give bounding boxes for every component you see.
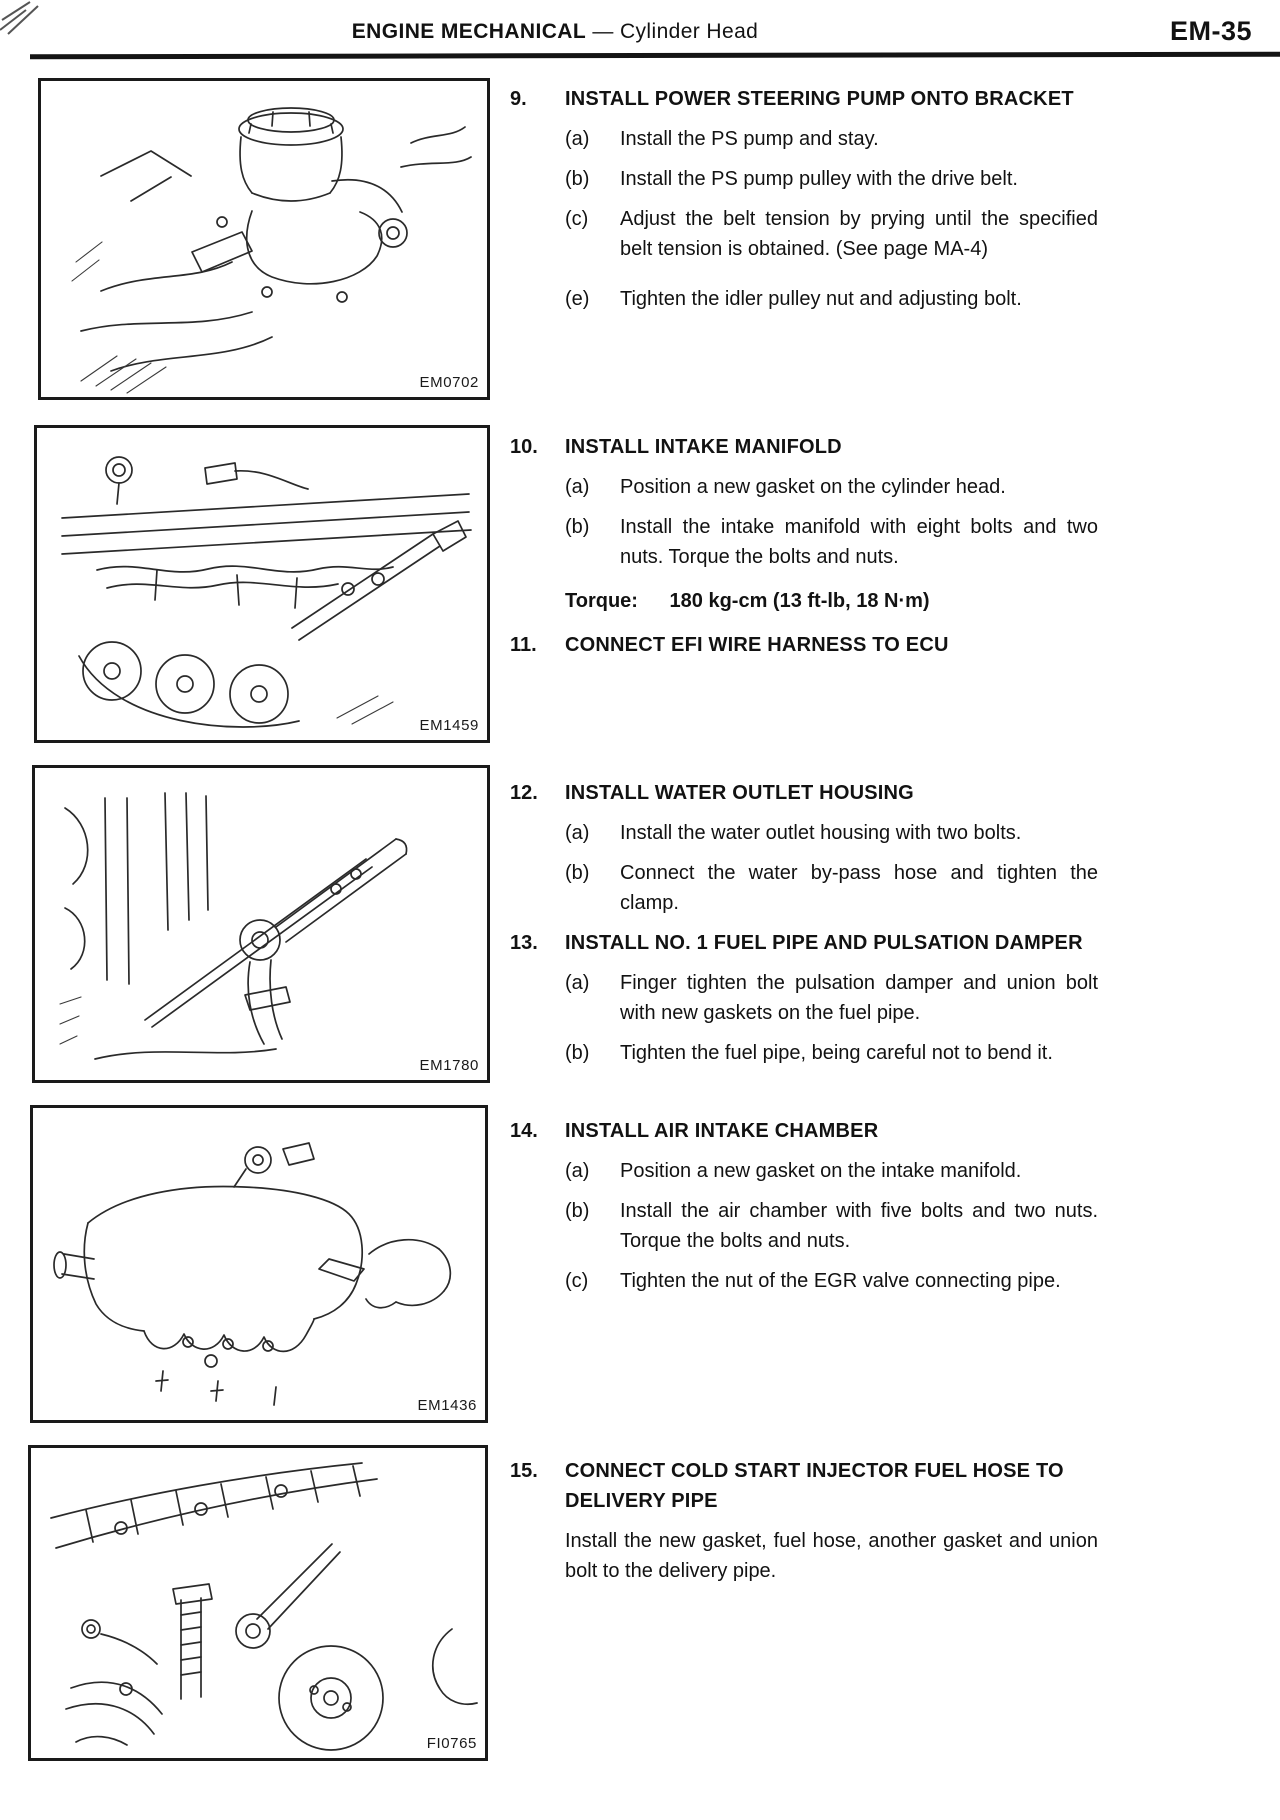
- substep-10b: [565, 512, 1098, 572]
- step-paragraph: Install the new gasket, fuel hose, another gasket and union bolt to the delivery pipe.: [565, 1530, 1098, 1582]
- substep-9b: [565, 164, 1098, 194]
- substep-label: (b): [565, 862, 590, 884]
- substep-label: (a): [565, 476, 590, 498]
- figure-illustration-air-chamber: [33, 1108, 485, 1420]
- header-separator: —: [592, 20, 614, 43]
- substep-text: Adjust the belt tension by prying until the specified belt tension is obtained. (See page MA-4): [620, 208, 1098, 260]
- substep-text: Install the intake manifold with eight bolts and two nuts. Torque the bolts and nuts.: [620, 516, 1098, 568]
- figure-code: EM1459: [416, 717, 479, 734]
- step-number: 15.: [510, 1460, 538, 1482]
- step-13: [510, 928, 1098, 1068]
- substep-text: Tighten the fuel pipe, being careful not to bend it.: [620, 1042, 1053, 1064]
- substep-14c: [565, 1266, 1098, 1296]
- substep-label: (a): [565, 972, 590, 994]
- figure-illustration-intake-manifold: [37, 428, 487, 740]
- substep-label: (b): [565, 168, 590, 190]
- substep-text: Install the water outlet housing with two bolts.: [620, 822, 1022, 844]
- step-10: [510, 432, 1098, 616]
- torque-label: Torque:: [565, 590, 638, 612]
- substep-text: Install the PS pump and stay.: [620, 128, 879, 150]
- header-section: ENGINE MECHANICAL: [351, 20, 587, 43]
- substep-text: Install the PS pump pulley with the drive belt.: [620, 168, 1018, 190]
- figure-code: EM1436: [414, 1397, 477, 1414]
- substep-text: Tighten the idler pulley nut and adjusting bolt.: [620, 288, 1022, 310]
- figure-illustration-ps-pump: [41, 81, 487, 397]
- figure-illustration-fuel-pipe: [35, 768, 487, 1080]
- substep-9a: [565, 124, 1098, 154]
- substep-9c: [565, 204, 1098, 264]
- substep-text: Install the air chamber with five bolts and two nuts. Torque the bolts and nuts.: [620, 1200, 1098, 1252]
- substep-10a: [565, 472, 1098, 502]
- figure-intake-manifold: [34, 425, 490, 743]
- figure-power-steering-pump: [38, 78, 490, 400]
- page-number: EM-35: [1169, 16, 1252, 46]
- step-title: INSTALL NO. 1 FUEL PIPE AND PULSATION DAMPER: [565, 932, 1083, 954]
- step-12: [510, 778, 1098, 918]
- figure-code: EM1780: [416, 1057, 479, 1074]
- step-14: [510, 1116, 1098, 1296]
- substep-13b: [565, 1038, 1098, 1068]
- torque-spec: [565, 586, 1098, 616]
- step-title: INSTALL POWER STEERING PUMP ONTO BRACKET: [565, 88, 1074, 110]
- substep-label: (c): [565, 208, 589, 230]
- substep-9e: [565, 284, 1098, 314]
- figure-illustration-cold-start-injector: [31, 1448, 485, 1758]
- substep-text: Position a new gasket on the intake manifold.: [620, 1160, 1022, 1182]
- figure-code: FI0765: [423, 1735, 477, 1752]
- header-subsection: Cylinder Head: [619, 20, 759, 43]
- step-title: INSTALL WATER OUTLET HOUSING: [565, 782, 914, 804]
- substep-label: (b): [565, 1200, 590, 1222]
- step-number: 11.: [510, 634, 537, 656]
- figure-code: EM0702: [416, 374, 479, 391]
- step-title: INSTALL AIR INTAKE CHAMBER: [565, 1120, 879, 1142]
- step-15: [510, 1456, 1098, 1586]
- figure-air-intake-chamber: [30, 1105, 488, 1423]
- header-rule: [30, 52, 1280, 60]
- step-9: [510, 84, 1098, 314]
- substep-12b: [565, 858, 1098, 918]
- substep-text: Tighten the nut of the EGR valve connecting pipe.: [620, 1270, 1061, 1292]
- substep-13a: [565, 968, 1098, 1028]
- header-title: [0, 20, 1110, 44]
- substep-14b: [565, 1196, 1098, 1256]
- substep-14a: [565, 1156, 1098, 1186]
- figure-cold-start-injector: [28, 1445, 488, 1761]
- step-number: 10.: [510, 436, 538, 458]
- substep-text: Connect the water by-pass hose and tighten the clamp.: [620, 862, 1098, 914]
- step-11: [510, 630, 1098, 660]
- step-number: 13.: [510, 932, 538, 954]
- substep-label: (e): [565, 288, 590, 310]
- torque-value: 180 kg-cm (13 ft-lb, 18 N·m): [669, 590, 930, 612]
- substep-label: (c): [565, 1270, 589, 1292]
- step-number: 14.: [510, 1120, 538, 1142]
- step-number: 12.: [510, 782, 538, 804]
- substep-label: (a): [565, 822, 590, 844]
- substep-label: (a): [565, 128, 590, 150]
- substep-label: (a): [565, 1160, 590, 1182]
- figure-fuel-pipe: [32, 765, 490, 1083]
- step-title: INSTALL INTAKE MANIFOLD: [565, 436, 842, 458]
- substep-label: (b): [565, 1042, 590, 1064]
- step-title: CONNECT EFI WIRE HARNESS TO ECU: [565, 634, 949, 656]
- substep-12a: [565, 818, 1098, 848]
- substep-text: Finger tighten the pulsation damper and union bolt with new gaskets on the fuel pipe.: [620, 972, 1098, 1024]
- substep-label: (b): [565, 516, 590, 538]
- step-number: 9.: [510, 88, 527, 110]
- step-title: CONNECT COLD START INJECTOR FUEL HOSE TO DELIVERY PIPE: [565, 1460, 1064, 1512]
- substep-text: Position a new gasket on the cylinder head.: [620, 476, 1006, 498]
